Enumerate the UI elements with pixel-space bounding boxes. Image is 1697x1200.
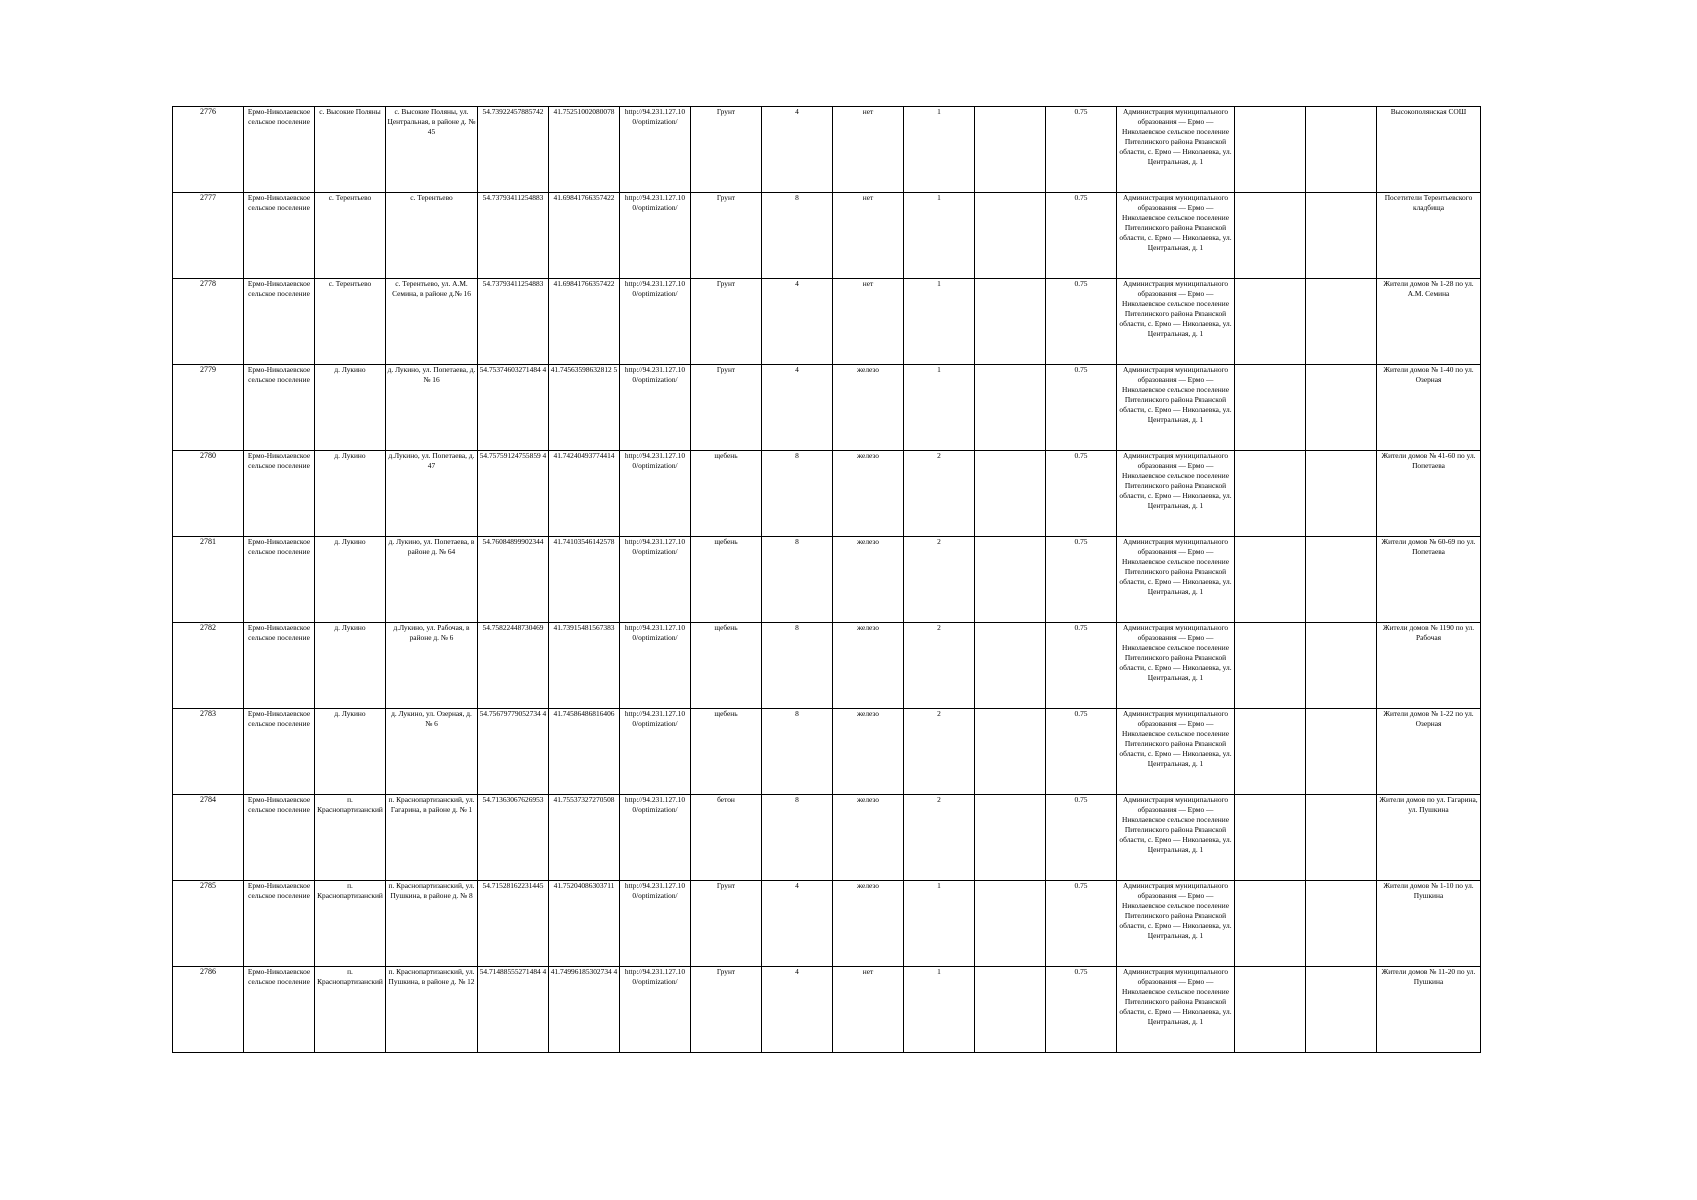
containers-cell: 2: [904, 709, 975, 795]
longitude-cell: 41.74586486816406: [549, 709, 620, 795]
volume-cell: 0.75: [1046, 967, 1117, 1053]
owner-cell: Администрация муниципального образования — Ермо — Николаевское сельское поселение Пителинского района Рязанской области, с. Ермо — Николаевка, ул. Центральная, д. 1: [1117, 967, 1235, 1053]
owner-cell: Администрация муниципального образования — Ермо — Николаевское сельское поселение Пителинского района Рязанской области, с. Ермо — Николаевка, ул. Центральная, д. 1: [1117, 107, 1235, 193]
owner-cell: Администрация муниципального образования — Ермо — Николаевское сельское поселение Пителинского района Рязанской области, с. Ермо — Николаевка, ул. Центральная, д. 1: [1117, 451, 1235, 537]
area-cell: 8: [762, 537, 833, 623]
table-row: [173, 709, 1481, 795]
latitude-cell: 54.71488555271484 4: [478, 967, 549, 1053]
row-number-cell: 2776: [173, 107, 244, 193]
containers-cell: 1: [904, 279, 975, 365]
fence-cell: железо: [833, 881, 904, 967]
area-cell: 4: [762, 365, 833, 451]
empty-cell-1: [1235, 881, 1306, 967]
empty-cell-2: [1306, 107, 1377, 193]
latitude-cell: 54.75759124755859 4: [478, 451, 549, 537]
settlement-cell: Ермо-Николаевское сельское поселение: [244, 193, 315, 279]
address-cell: д.Лукино, ул. Рабочая, в районе д. № 6: [386, 623, 478, 709]
latitude-cell: 54.75374603271484 4: [478, 365, 549, 451]
latitude-cell: 54.76084899902344: [478, 537, 549, 623]
containers-cell: 1: [904, 881, 975, 967]
url-cell: http://94.231.127.10 0/optimization/: [620, 709, 691, 795]
containers-cell: 1: [904, 107, 975, 193]
containers-cell: 1: [904, 365, 975, 451]
locality-cell: д. Лукино: [315, 365, 386, 451]
settlement-cell: Ермо-Николаевское сельское поселение: [244, 365, 315, 451]
volume-cell: 0.75: [1046, 279, 1117, 365]
empty-cell-2: [1306, 537, 1377, 623]
surface-cell: бетон: [691, 795, 762, 881]
url-cell: http://94.231.127.10 0/optimization/: [620, 193, 691, 279]
empty-cell-1: [1235, 107, 1306, 193]
table-row: [173, 451, 1481, 537]
fence-cell: железо: [833, 365, 904, 451]
containers-cell: 1: [904, 193, 975, 279]
url-cell: http://94.231.127.10 0/optimization/: [620, 107, 691, 193]
locality-cell: д. Лукино: [315, 623, 386, 709]
longitude-cell: 41.74103546142578: [549, 537, 620, 623]
volume-cell: 0.75: [1046, 193, 1117, 279]
empty-cell-2: [1306, 967, 1377, 1053]
address-cell: д.Лукино, ул. Попетаева, д. 47: [386, 451, 478, 537]
latitude-cell: 54.71363067626953: [478, 795, 549, 881]
area-cell: 8: [762, 451, 833, 537]
volume-cell: 0.75: [1046, 365, 1117, 451]
locality-cell: д. Лукино: [315, 709, 386, 795]
empty-cell-1: [1235, 795, 1306, 881]
fence-cell: железо: [833, 623, 904, 709]
locality-cell: д. Лукино: [315, 537, 386, 623]
settlement-cell: Ермо-Николаевское сельское поселение: [244, 623, 315, 709]
surface-cell: щебень: [691, 537, 762, 623]
empty-cell-2: [1306, 623, 1377, 709]
volume-cell: 0.75: [1046, 709, 1117, 795]
row-number-cell: 2781: [173, 537, 244, 623]
empty-cell-2: [1306, 795, 1377, 881]
url-cell: http://94.231.127.10 0/optimization/: [620, 279, 691, 365]
registry-table: [172, 106, 1481, 1053]
locality-cell: с. Терентьево: [315, 193, 386, 279]
row-number-cell: 2778: [173, 279, 244, 365]
longitude-cell: 41.75204086303711: [549, 881, 620, 967]
extra-cell: [975, 881, 1046, 967]
area-cell: 4: [762, 967, 833, 1053]
latitude-cell: 54.71528162231445: [478, 881, 549, 967]
volume-cell: 0.75: [1046, 881, 1117, 967]
volume-cell: 0.75: [1046, 623, 1117, 709]
volume-cell: 0.75: [1046, 795, 1117, 881]
surface-cell: Грунт: [691, 279, 762, 365]
settlement-cell: Ермо-Николаевское сельское поселение: [244, 967, 315, 1053]
empty-cell-1: [1235, 537, 1306, 623]
table-row: [173, 365, 1481, 451]
extra-cell: [975, 709, 1046, 795]
latitude-cell: 54.73922457885742: [478, 107, 549, 193]
waste-sources-cell: Жители домов № 1-40 по ул. Озерная: [1377, 365, 1481, 451]
longitude-cell: 41.69841766357422: [549, 279, 620, 365]
surface-cell: щебень: [691, 623, 762, 709]
surface-cell: Грунт: [691, 193, 762, 279]
fence-cell: нет: [833, 279, 904, 365]
fence-cell: железо: [833, 537, 904, 623]
settlement-cell: Ермо-Николаевское сельское поселение: [244, 107, 315, 193]
longitude-cell: 41.73915481567383: [549, 623, 620, 709]
longitude-cell: 41.74240493774414: [549, 451, 620, 537]
registry-rows: [173, 107, 1481, 1053]
empty-cell-1: [1235, 279, 1306, 365]
row-number-cell: 2777: [173, 193, 244, 279]
address-cell: д. Лукино, ул. Попетаева, в районе д. № 64: [386, 537, 478, 623]
settlement-cell: Ермо-Николаевское сельское поселение: [244, 451, 315, 537]
settlement-cell: Ермо-Николаевское сельское поселение: [244, 709, 315, 795]
latitude-cell: 54.73793411254883: [478, 279, 549, 365]
locality-cell: с. Терентьево: [315, 279, 386, 365]
fence-cell: нет: [833, 107, 904, 193]
owner-cell: Администрация муниципального образования — Ермо — Николаевское сельское поселение Пителинского района Рязанской области, с. Ермо — Николаевка, ул. Центральная, д. 1: [1117, 795, 1235, 881]
owner-cell: Администрация муниципального образования — Ермо — Николаевское сельское поселение Пителинского района Рязанской области, с. Ермо — Николаевка, ул. Центральная, д. 1: [1117, 279, 1235, 365]
longitude-cell: 41.69841766357422: [549, 193, 620, 279]
waste-sources-cell: Жители домов № 11-20 по ул. Пушкина: [1377, 967, 1481, 1053]
url-cell: http://94.231.127.10 0/optimization/: [620, 967, 691, 1053]
url-cell: http://94.231.127.10 0/optimization/: [620, 623, 691, 709]
area-cell: 4: [762, 279, 833, 365]
area-cell: 4: [762, 881, 833, 967]
extra-cell: [975, 107, 1046, 193]
locality-cell: с. Высокие Поляны: [315, 107, 386, 193]
empty-cell-1: [1235, 967, 1306, 1053]
url-cell: http://94.231.127.10 0/optimization/: [620, 451, 691, 537]
surface-cell: Грунт: [691, 881, 762, 967]
table-row: [173, 193, 1481, 279]
extra-cell: [975, 967, 1046, 1053]
table-row: [173, 623, 1481, 709]
longitude-cell: 41.74563598632812 5: [549, 365, 620, 451]
containers-cell: 2: [904, 623, 975, 709]
volume-cell: 0.75: [1046, 107, 1117, 193]
containers-cell: 2: [904, 795, 975, 881]
empty-cell-2: [1306, 279, 1377, 365]
row-number-cell: 2785: [173, 881, 244, 967]
owner-cell: Администрация муниципального образования — Ермо — Николаевское сельское поселение Пителинского района Рязанской области, с. Ермо — Николаевка, ул. Центральная, д. 1: [1117, 709, 1235, 795]
latitude-cell: 54.75822448730469: [478, 623, 549, 709]
waste-sources-cell: Посетители Терентьевского кладбища: [1377, 193, 1481, 279]
row-number-cell: 2786: [173, 967, 244, 1053]
table-row: [173, 967, 1481, 1053]
row-number-cell: 2780: [173, 451, 244, 537]
owner-cell: Администрация муниципального образования — Ермо — Николаевское сельское поселение Пителинского района Рязанской области, с. Ермо — Николаевка, ул. Центральная, д. 1: [1117, 365, 1235, 451]
fence-cell: железо: [833, 795, 904, 881]
area-cell: 8: [762, 795, 833, 881]
empty-cell-1: [1235, 451, 1306, 537]
owner-cell: Администрация муниципального образования — Ермо — Николаевское сельское поселение Пителинского района Рязанской области, с. Ермо — Николаевка, ул. Центральная, д. 1: [1117, 537, 1235, 623]
empty-cell-2: [1306, 451, 1377, 537]
url-cell: http://94.231.127.10 0/optimization/: [620, 537, 691, 623]
surface-cell: щебень: [691, 709, 762, 795]
row-number-cell: 2784: [173, 795, 244, 881]
owner-cell: Администрация муниципального образования — Ермо — Николаевское сельское поселение Пителинского района Рязанской области, с. Ермо — Николаевка, ул. Центральная, д. 1: [1117, 193, 1235, 279]
empty-cell-1: [1235, 365, 1306, 451]
table-row: [173, 537, 1481, 623]
fence-cell: нет: [833, 967, 904, 1053]
row-number-cell: 2783: [173, 709, 244, 795]
fence-cell: нет: [833, 193, 904, 279]
row-number-cell: 2779: [173, 365, 244, 451]
locality-cell: п. Краснопартизанский: [315, 967, 386, 1053]
address-cell: с. Терентьево, ул. А.М. Семина, в районе д.№ 16: [386, 279, 478, 365]
longitude-cell: 41.75251002080078: [549, 107, 620, 193]
address-cell: с. Высокие Поляны, ул. Центральная, в районе д. № 45: [386, 107, 478, 193]
address-cell: д. Лукино, ул. Попетаева, д. № 16: [386, 365, 478, 451]
volume-cell: 0.75: [1046, 537, 1117, 623]
longitude-cell: 41.75537327270508: [549, 795, 620, 881]
settlement-cell: Ермо-Николаевское сельское поселение: [244, 795, 315, 881]
containers-cell: 1: [904, 967, 975, 1053]
empty-cell-1: [1235, 623, 1306, 709]
containers-cell: 2: [904, 537, 975, 623]
latitude-cell: 54.73793411254883: [478, 193, 549, 279]
table-row: [173, 795, 1481, 881]
extra-cell: [975, 451, 1046, 537]
empty-cell-2: [1306, 365, 1377, 451]
owner-cell: Администрация муниципального образования — Ермо — Николаевское сельское поселение Пителинского района Рязанской области, с. Ермо — Николаевка, ул. Центральная, д. 1: [1117, 881, 1235, 967]
settlement-cell: Ермо-Николаевское сельское поселение: [244, 279, 315, 365]
empty-cell-2: [1306, 881, 1377, 967]
address-cell: п. Краснопартизанский, ул. Пушкина, в районе д. № 12: [386, 967, 478, 1053]
table-row: [173, 881, 1481, 967]
url-cell: http://94.231.127.10 0/optimization/: [620, 881, 691, 967]
waste-sources-cell: Жители домов по ул. Гагарина, ул. Пушкина: [1377, 795, 1481, 881]
longitude-cell: 41.74996185302734 4: [549, 967, 620, 1053]
surface-cell: Грунт: [691, 967, 762, 1053]
area-cell: 4: [762, 107, 833, 193]
table-row: [173, 107, 1481, 193]
locality-cell: п. Краснопартизанский: [315, 795, 386, 881]
settlement-cell: Ермо-Николаевское сельское поселение: [244, 881, 315, 967]
url-cell: http://94.231.127.10 0/optimization/: [620, 365, 691, 451]
waste-sources-cell: Жители домов № 1190 по ул. Рабочая: [1377, 623, 1481, 709]
address-cell: п. Краснопартизанский, ул. Гагарина, в районе д. № 1: [386, 795, 478, 881]
waste-sources-cell: Жители домов № 1-10 по ул. Пушкина: [1377, 881, 1481, 967]
table-row: [173, 279, 1481, 365]
empty-cell-2: [1306, 709, 1377, 795]
url-cell: http://94.231.127.10 0/optimization/: [620, 795, 691, 881]
waste-sources-cell: Жители домов № 1-28 по ул. А.М. Семина: [1377, 279, 1481, 365]
waste-sources-cell: Высокополянская СОШ: [1377, 107, 1481, 193]
surface-cell: щебень: [691, 451, 762, 537]
extra-cell: [975, 279, 1046, 365]
locality-cell: п. Краснопартизанский: [315, 881, 386, 967]
extra-cell: [975, 795, 1046, 881]
volume-cell: 0.75: [1046, 451, 1117, 537]
owner-cell: Администрация муниципального образования — Ермо — Николаевское сельское поселение Пителинского района Рязанской области, с. Ермо — Николаевка, ул. Центральная, д. 1: [1117, 623, 1235, 709]
empty-cell-1: [1235, 193, 1306, 279]
address-cell: с. Терентьево: [386, 193, 478, 279]
surface-cell: Грунт: [691, 107, 762, 193]
fence-cell: железо: [833, 709, 904, 795]
extra-cell: [975, 365, 1046, 451]
extra-cell: [975, 537, 1046, 623]
row-number-cell: 2782: [173, 623, 244, 709]
empty-cell-2: [1306, 193, 1377, 279]
locality-cell: д. Лукино: [315, 451, 386, 537]
waste-sources-cell: Жители домов № 1-22 по ул. Озерная: [1377, 709, 1481, 795]
address-cell: д. Лукино, ул. Озерная, д. № 6: [386, 709, 478, 795]
area-cell: 8: [762, 709, 833, 795]
address-cell: п. Краснопартизанский, ул. Пушкина, в районе д. № 8: [386, 881, 478, 967]
latitude-cell: 54.75679779052734 4: [478, 709, 549, 795]
extra-cell: [975, 193, 1046, 279]
containers-cell: 2: [904, 451, 975, 537]
waste-sources-cell: Жители домов № 41-60 по ул. Попетаева: [1377, 451, 1481, 537]
settlement-cell: Ермо-Николаевское сельское поселение: [244, 537, 315, 623]
fence-cell: железо: [833, 451, 904, 537]
registry-sheet: [172, 106, 1478, 1060]
extra-cell: [975, 623, 1046, 709]
empty-cell-1: [1235, 709, 1306, 795]
waste-sources-cell: Жители домов № 60-69 по ул. Попетаева: [1377, 537, 1481, 623]
surface-cell: Грунт: [691, 365, 762, 451]
area-cell: 8: [762, 623, 833, 709]
area-cell: 8: [762, 193, 833, 279]
